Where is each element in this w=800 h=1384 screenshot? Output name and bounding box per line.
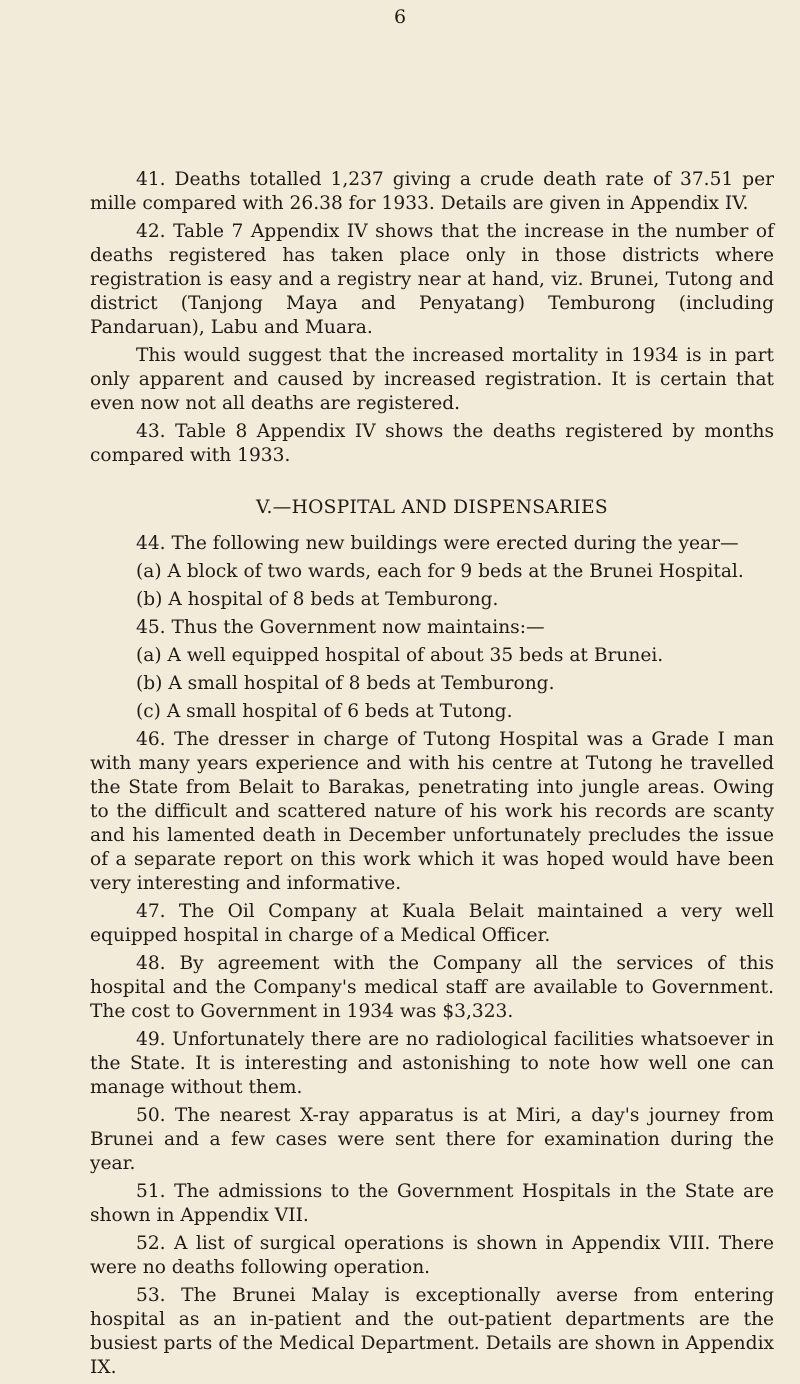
paragraph-51: 51. The admissions to the Government Hospitals in the State are shown in Appendix VII. <box>90 1181 774 1226</box>
paragraph-43: 43. Table 8 Appendix IV shows the deaths registered by months compared with 1933. <box>90 421 774 466</box>
paragraph-49: 49. Unfortunately there are no radiological facilities whatsoever in the State. It is interesting and astonishing to note how well one can manage without them. <box>90 1029 774 1098</box>
paragraph-42-continued: This would suggest that the increased mortality in 1934 is in part only apparent and caused by increased registration. It is certain that even now not all deaths are registered. <box>90 345 774 414</box>
section-heading: V.—HOSPITAL AND DISPENSARIES <box>256 497 608 518</box>
paragraph-41: 41. Deaths totalled 1,237 giving a crude death rate of 37.51 per mille compared with 26.38 for 1933. Details are given in Appendix IV. <box>90 169 774 214</box>
list-item-44a: (a) A block of two wards, each for 9 beds at the Brunei Hospital. <box>136 561 744 582</box>
paragraph-42: 42. Table 7 Appendix IV shows that the increase in the number of deaths registered has taken place only in those districts where registration is easy and a registry near at hand, viz. Brunei, Tutong and district (Tanjong Maya and Penyatang) Temburong (including Pandaruan), Labu and Muara. <box>90 221 774 338</box>
paragraph-46: 46. The dresser in charge of Tutong Hospital was a Grade I man with many years experience and with his centre at Tutong he travelled the State from Belait to Barakas, penetrating into jungle areas. Owing to the difficult and scattered nature of his work his records are scanty and his lamented death in December unfortunately precludes the issue of a separate report on this work which it was hoped would have been very interesting and informative. <box>90 729 774 894</box>
paragraph-53: 53. The Brunei Malay is exceptionally averse from entering hospital as an in-patient and the out-patient departments are the busiest parts of the Medical Department. Details are shown in Appendix IX. <box>90 1285 774 1378</box>
paragraph-44: 44. The following new buildings were erected during the year— <box>136 533 739 554</box>
list-item-45c: (c) A small hospital of 6 beds at Tutong. <box>136 701 513 722</box>
list-item-45a: (a) A well equipped hospital of about 35 beds at Brunei. <box>136 645 664 666</box>
list-item-45b: (b) A small hospital of 8 beds at Temburong. <box>136 673 555 694</box>
paragraph-52: 52. A list of surgical operations is shown in Appendix VIII. There were no deaths following operation. <box>90 1233 774 1278</box>
paragraph-50: 50. The nearest X-ray apparatus is at Miri, a day's journey from Brunei and a few cases were sent there for examination during the year. <box>90 1105 774 1174</box>
page-number: 6 <box>393 6 407 28</box>
document-body <box>90 168 774 1384</box>
list-item-44b: (b) A hospital of 8 beds at Temburong. <box>136 589 499 610</box>
paragraph-48: 48. By agreement with the Company all the services of this hospital and the Company's medical staff are available to Government. The cost to Government in 1934 was $3,323. <box>90 953 774 1022</box>
paragraph-47: 47. The Oil Company at Kuala Belait maintained a very well equipped hospital in charge of a Medical Officer. <box>90 901 774 946</box>
paragraph-45: 45. Thus the Government now maintains:— <box>136 617 545 638</box>
